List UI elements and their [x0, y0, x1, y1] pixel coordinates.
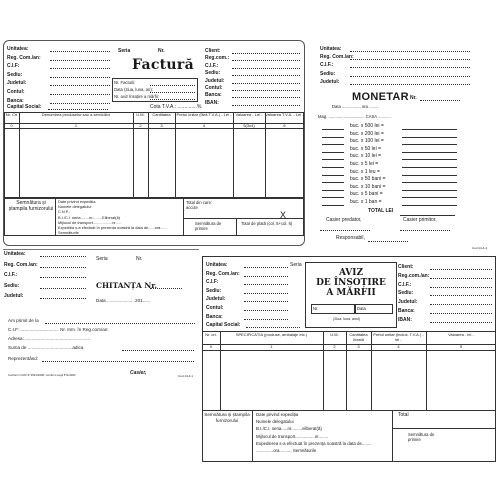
monetar-bill-row: buc. x 1 leu = — [350, 168, 380, 175]
chitanta-am-primit-line — [45, 323, 195, 324]
field-line — [244, 319, 288, 320]
factura-col-header: Pretul unitar (fără T.V.A.) - Lei - — [176, 112, 232, 117]
field-label: Reg. Com./an: — [7, 54, 41, 61]
monetar-bill-row: buc. x 5 bani = — [350, 191, 383, 198]
aviz-nr-label: Nr. — [313, 306, 319, 311]
field-line — [350, 84, 470, 85]
monetar-bill-blank — [322, 144, 344, 145]
monetar-bill-value — [402, 205, 457, 206]
monetar-bill-row: buc. x 500 lei = — [350, 123, 384, 129]
monetar-bill-value — [402, 159, 457, 160]
chitanta-data-line: Data ..................... 201...... — [96, 298, 151, 303]
field-label: Reg. Com./an: — [320, 54, 354, 61]
field-label: Client: — [398, 264, 414, 270]
field-line — [350, 59, 470, 60]
monetar-bill-blank — [322, 129, 344, 130]
field-line — [350, 76, 470, 77]
factura-col-header: Cantitatea — [152, 112, 171, 117]
aviz-expedition-line: ..............ora.......... Semnăturile — [256, 448, 317, 453]
chitanta-code: Cod 14-4-1 — [178, 374, 194, 378]
field-label: Contul: — [7, 89, 25, 95]
aviz-capital-line — [246, 327, 300, 328]
field-label: Unitatea: — [206, 262, 228, 268]
factura-total-plata: Total de plată (col. 5+col. 6) — [241, 221, 293, 226]
field-label: Sediu: — [320, 70, 336, 77]
field-label: IBAN: — [205, 99, 219, 106]
field-line — [232, 90, 300, 91]
aviz-col-divider — [323, 331, 324, 410]
aviz-title-line: DE ÎNSOȚIRE — [316, 278, 386, 288]
factura-expedition-line: B.I./C.I. seria........nr.........Eliberat(ă) — [58, 214, 121, 220]
field-line — [232, 97, 300, 98]
field-label: Sediu: — [7, 71, 23, 78]
chitanta-reprezentand: Reprezentând: — [8, 356, 39, 361]
factura-col-header: U.M. — [136, 112, 145, 117]
aviz-col-divider — [220, 331, 221, 410]
factura-cota-label: Cota T.V.A.: ..............% — [150, 104, 202, 110]
factura-info-dots — [150, 92, 195, 93]
field-label: Reg. Com./an: — [206, 270, 240, 277]
aviz-bottom-div3 — [392, 428, 496, 429]
aviz-col-divider — [426, 331, 427, 410]
factura-col-header: Denumirea produselor sau a serviciilor — [41, 112, 111, 117]
field-line — [50, 94, 110, 95]
monetar-bill-value — [402, 137, 457, 138]
field-line — [40, 298, 86, 299]
aviz-col-number: 4 — [397, 344, 400, 349]
factura-info-line: Data (ziua, luna, an): — [114, 87, 153, 92]
factura-seria-label: Seria — [118, 48, 131, 54]
field-label: IBAN: — [398, 316, 412, 323]
aviz-col-header: SPECIFICAȚIA (produse, ambalaje etc.) — [235, 332, 308, 337]
aviz-stamp-label: Semnătura și ștampila furnizorului — [204, 412, 250, 423]
field-label: Unitatea: — [320, 46, 342, 52]
field-line — [50, 77, 110, 78]
factura-col-number: 4 — [202, 123, 206, 128]
field-line — [430, 295, 492, 296]
field-label: C.I.F.: — [4, 272, 18, 278]
factura-col-number: 1 — [74, 123, 78, 128]
monetar-bill-row: buc. x 100 lei = — [350, 138, 384, 145]
factura-col-number: 6 — [283, 123, 286, 128]
field-label: Reg. Com./an: — [4, 261, 38, 268]
monetar-responsabil-line — [368, 241, 408, 242]
field-label: C.I.F: — [7, 63, 20, 70]
factura-info-line: Nr. aviz însoțire a mărfii: — [114, 94, 159, 99]
field-label: Judetul: — [320, 78, 340, 85]
chitanta-adresa-line: Adresa: ................................................... — [8, 336, 91, 341]
chitanta-top-border — [3, 249, 199, 250]
aviz-col-number: 2 — [333, 344, 336, 349]
field-label: C.I.F.: — [205, 62, 219, 69]
aviz-col-number: 5 — [459, 344, 463, 349]
factura-col-header: Nr. Crt — [5, 112, 18, 117]
chitanta-footer-small: Conform O.M.F.P. 3512/2008, Conform Legii 571/2003 — [8, 373, 76, 377]
field-line — [40, 288, 86, 289]
monetar-bill-value — [402, 144, 457, 145]
monetar-code: Cod 14-4-4 — [472, 246, 488, 250]
factura-x-mark: X — [280, 210, 287, 220]
factura-expedition-line: Date privind expediția — [58, 199, 96, 204]
factura-info-dots — [150, 85, 195, 86]
factura-capital-label: Capital Social: — [7, 104, 42, 110]
monetar-casier-primitor: Casier primitor, — [403, 217, 437, 223]
field-line — [232, 60, 300, 61]
chitanta-suma-rest — [122, 350, 194, 351]
field-line — [244, 267, 288, 268]
field-label: Sediu: — [206, 287, 222, 294]
field-label: Judetul: — [206, 296, 226, 303]
factura-col-header: Valoarea T.V.A. - Lei - — [265, 112, 304, 117]
field-label: Banca: — [206, 313, 223, 320]
monetar-total-underline — [400, 215, 455, 216]
aviz-title-line: A MĂRFII — [326, 288, 376, 298]
monetar-bill-blank — [322, 159, 344, 160]
chitanta-seria-label: Seria — [96, 256, 108, 262]
monetar-bill-row: buc. x 200 lei = — [350, 130, 384, 137]
field-label: Banca: — [398, 308, 415, 314]
field-line — [232, 83, 300, 84]
field-line — [244, 284, 288, 285]
field-label: Contul: — [206, 305, 224, 311]
factura-col-number: 3 — [160, 123, 163, 128]
monetar-predator-line — [320, 230, 370, 231]
field-label: Judetul: — [4, 293, 24, 299]
field-line — [430, 287, 492, 288]
field-label: Sediu: — [205, 70, 221, 77]
field-line — [232, 53, 300, 54]
field-line — [244, 301, 288, 302]
field-line — [244, 293, 288, 294]
field-label: C.I.F.: — [398, 281, 412, 288]
aviz-expedition-line: B.I./C.I. seria.....nr.........eliberat(ă) — [256, 426, 322, 432]
field-label: C.I.F.: — [320, 62, 334, 69]
factura-sign-primire: Semnătura de primire — [195, 221, 222, 231]
field-label: Banca: — [205, 92, 222, 99]
chitanta-title: CHITANȚA Nr. — [96, 281, 158, 290]
aviz-data-label: Data — [357, 306, 366, 311]
factura-col-number: 2 — [139, 123, 142, 128]
field-label: Reg.com.: — [205, 55, 230, 62]
field-label: Sediu: — [398, 290, 414, 297]
factura-col-header: Valoarea - Lei - — [235, 112, 263, 117]
monetar-data-line: Data ..............., ora ........ — [332, 104, 379, 109]
aviz-title-line: AVIZ — [338, 268, 364, 278]
aviz-col-header: Nr. crt. — [205, 332, 217, 337]
field-line — [50, 68, 110, 69]
monetar-bill-value — [402, 175, 457, 176]
monetar-bill-blank — [322, 167, 344, 168]
monetar-bill-blank — [322, 197, 344, 198]
monetar-bill-row: buc. x 5 lei = — [350, 161, 379, 167]
field-line — [232, 68, 300, 69]
monetar-primitor-line — [400, 230, 450, 231]
monetar-bill-blank — [322, 152, 344, 153]
factura-expedition-line: Expediția s-a efectuat în prezența noastră la data de......ora...... — [58, 225, 167, 230]
field-line — [430, 278, 492, 279]
aviz-table-numbers-divider — [202, 350, 496, 351]
aviz-expedition-line: Date privind expediția — [256, 412, 299, 417]
monetar-bill-row: buc. x 50 bani = — [350, 176, 386, 183]
field-label: C.I.F: — [206, 279, 219, 286]
aviz-expedition-line: Numele delegatului — [256, 419, 294, 425]
factura-expedition-line: Numele delegatului — [58, 204, 92, 210]
factura-bottom-div1 — [55, 198, 56, 236]
monetar-bill-row: buc. x 1 ban = — [350, 199, 382, 205]
monetar-responsabil: Responsabil, — [336, 235, 365, 241]
monetar-bill-value — [402, 129, 457, 130]
monetar-bill-value — [402, 197, 457, 198]
factura-expedition-line: Semnăturile — [58, 230, 79, 236]
aviz-bottom-div1 — [252, 410, 253, 462]
factura-nr-label: Nr. — [158, 48, 165, 54]
aviz-expedition-line: Expedierea s-a efectuat în prezența noastră la data de........ — [256, 440, 372, 446]
field-line — [350, 67, 470, 68]
factura-info-dots — [150, 99, 195, 100]
monetar-bill-value — [402, 182, 457, 183]
factura-col-number: 0 — [10, 123, 13, 128]
factura-info-line: Nr. Facturii: — [114, 80, 136, 85]
factura-bottom-div4 — [236, 218, 237, 236]
monetar-bill-row: buc. x 50 lei = — [350, 145, 381, 152]
field-label: Contul: — [205, 85, 223, 91]
chitanta-nr-line — [150, 288, 182, 289]
field-line — [50, 51, 110, 52]
field-line — [430, 322, 492, 323]
factura-total-label: Total din care: accize — [186, 200, 213, 210]
chitanta-cif-line: C.I.F: .............................. Nr. Inm. în Reg.com/an: — [8, 327, 109, 332]
monetar-bill-row: buc. x 10 bani = — [350, 183, 386, 190]
field-line — [350, 51, 470, 52]
factura-expedition-line: Mijlocul de transport..................nr..... — [58, 219, 121, 225]
monetar-bill-value — [402, 167, 457, 168]
aviz-expedition-line: Mijlocul de transport................nr........ — [256, 433, 329, 439]
field-line — [232, 105, 300, 106]
monetar-bill-blank — [322, 205, 344, 206]
field-line — [40, 267, 86, 268]
monetar-mag-line: Mag. ............................... CASA ........... — [318, 114, 391, 119]
aviz-col-header: U.M. — [330, 332, 339, 337]
monetar-total-label: TOTAL LEI — [368, 208, 394, 214]
aviz-capital-label: Capital Social: — [206, 322, 241, 328]
monetar-casier-predator: Casier predator, — [326, 217, 362, 223]
monetar-nr-line — [420, 100, 460, 101]
factura-stamp-label: Semnătura și ștampila furnizorului — [8, 200, 54, 212]
aviz-col-header: Pretul unitar (inclus. T.V.A.) - lei - — [373, 332, 424, 342]
factura-col-number: 5(3x4) — [243, 123, 255, 128]
factura-capital-line — [48, 109, 108, 110]
field-line — [50, 85, 110, 86]
aviz-total-label: Total — [398, 412, 409, 418]
chitanta-am-primit: Am primit de la — [8, 318, 39, 323]
field-line — [244, 276, 288, 277]
aviz-col-number: 1 — [270, 344, 273, 349]
monetar-nr-label: Nr. — [410, 95, 417, 101]
field-line — [50, 103, 110, 104]
field-label: Client: — [205, 48, 221, 54]
field-label: Judetul: — [7, 80, 27, 87]
monetar-bill-blank — [322, 137, 344, 138]
aviz-col-number: 3 — [357, 344, 360, 349]
field-label: Judetul: — [398, 299, 418, 306]
chitanta-suma-line: Suma de ...................................adica — [8, 345, 84, 350]
aviz-col-header: Cantitatea livrată — [349, 332, 368, 342]
aviz-sign-primire: Semnătura de primire — [408, 432, 435, 442]
field-line — [232, 75, 300, 76]
aviz-col-number: 0 — [209, 344, 213, 349]
aviz-col-header: Valoarea - lei - — [448, 332, 474, 337]
chitanta-nr-label: Nr. — [136, 256, 143, 262]
monetar-bill-blank — [322, 190, 344, 191]
field-label: Reg.com./an: — [398, 272, 430, 279]
field-label: Unitatea: — [4, 251, 26, 257]
monetar-title: MONETAR — [352, 91, 409, 103]
aviz-date-hint: (Ziua, luna, anul) — [333, 317, 360, 321]
chitanta-reprezentand-line — [42, 361, 194, 362]
field-line — [50, 60, 110, 61]
monetar-bill-blank — [322, 175, 344, 176]
field-label: Banca: — [7, 97, 24, 104]
field-line — [430, 269, 492, 270]
aviz-col-divider — [346, 331, 347, 410]
aviz-table-bottom — [202, 410, 496, 411]
field-line — [430, 313, 492, 314]
field-line — [244, 310, 288, 311]
field-line — [40, 277, 86, 278]
chitanta-casier: Casier, — [130, 370, 147, 376]
field-label: Sediu: — [4, 282, 20, 289]
field-label: Unitatea: — [7, 46, 29, 52]
aviz-seria-label: Seria — [290, 262, 302, 268]
aviz-col-divider — [371, 331, 372, 410]
field-label: Judetul: — [205, 77, 225, 84]
field-line — [430, 304, 492, 305]
monetar-bill-row: buc. x 10 lei = — [350, 153, 381, 160]
monetar-bill-value — [402, 190, 457, 191]
monetar-bill-value — [402, 152, 457, 153]
aviz-bottom-div2 — [392, 410, 393, 462]
monetar-bill-blank — [322, 182, 344, 183]
factura-bottom-div2 — [183, 198, 184, 236]
factura-expedition-line: C.N.P.: — [58, 209, 71, 215]
factura-title: Factură — [132, 57, 194, 73]
field-line — [40, 256, 86, 257]
